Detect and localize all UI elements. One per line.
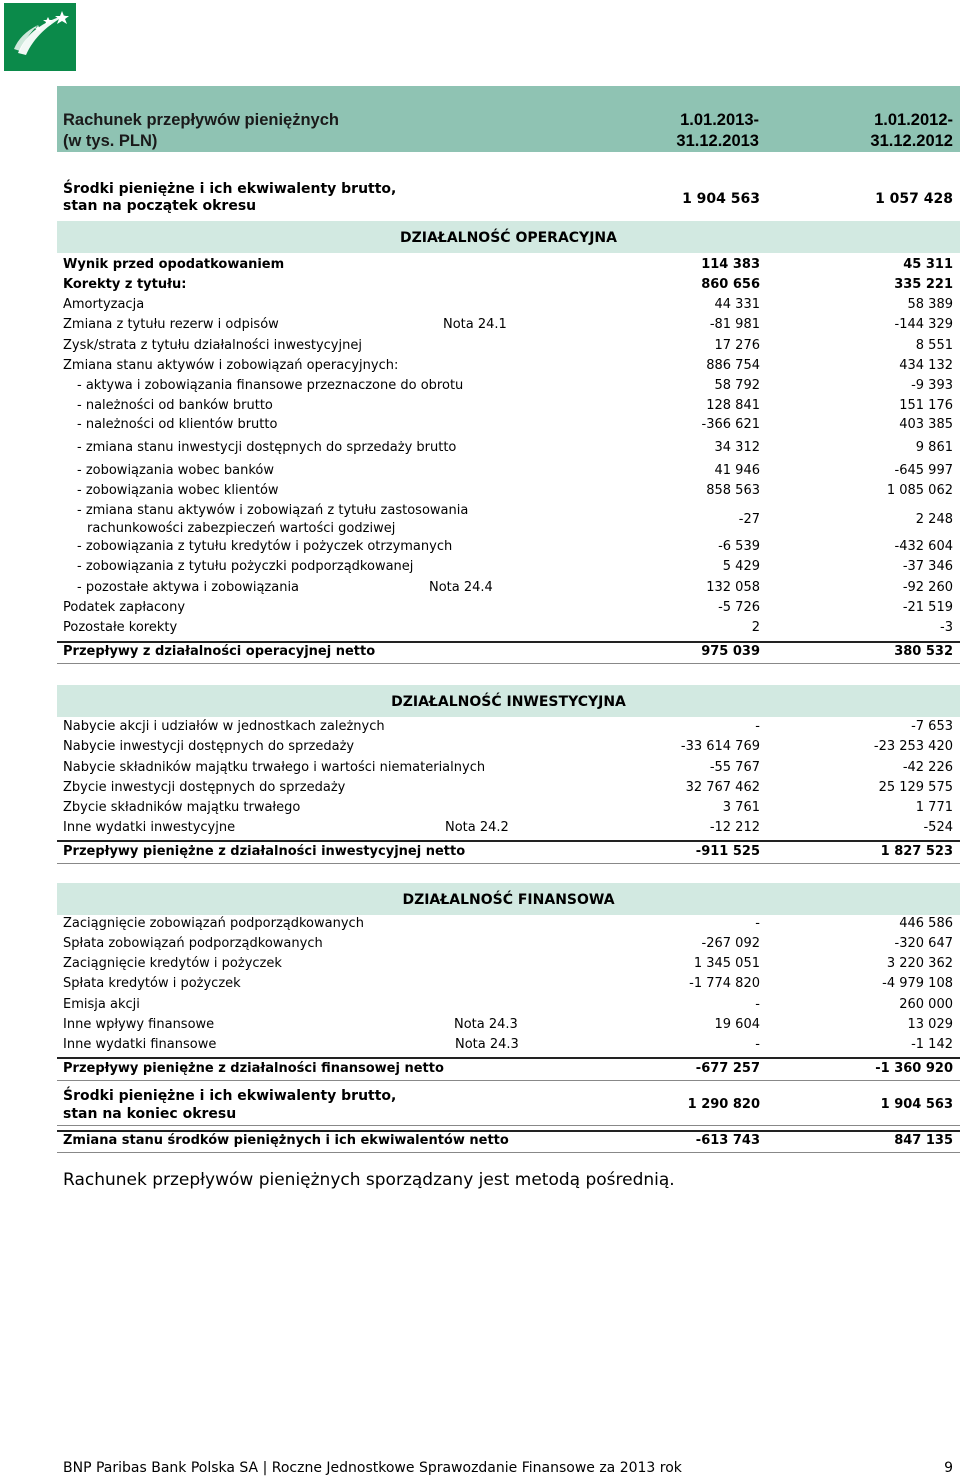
value-2013: -1 774 820 <box>689 976 760 991</box>
row-label: - zobowiązania z tytułu pożyczki podporządkowanej <box>77 559 414 574</box>
statement-title <box>63 110 339 152</box>
value-2013: 3 761 <box>722 800 760 815</box>
value-2013: 5 429 <box>722 559 760 574</box>
value-2012: -524 <box>923 820 953 835</box>
value-2012: -92 260 <box>902 580 953 595</box>
row-label: - zmiana stanu inwestycji dostępnych do sprzedaży brutto <box>77 440 457 455</box>
value-2013: -267 092 <box>701 936 760 951</box>
col1-line-1: 1.01.2013- <box>680 111 759 129</box>
value-2012: -3 <box>940 620 953 635</box>
col2-line-1: 1.01.2012- <box>874 111 953 129</box>
value-2012: 1 771 <box>915 800 953 815</box>
opening-label-2: stan na początek okresu <box>63 198 257 214</box>
row-label: Inne wydatki finansowe <box>63 1037 217 1052</box>
operating-total-2012: 380 532 <box>894 644 953 659</box>
value-2013: - <box>755 719 760 734</box>
operating-total-label: Przepływy z działalności operacyjnej netto <box>63 644 376 659</box>
row-label: Spłata zobowiązań podporządkowanych <box>63 936 323 951</box>
row-note: Nota 24.4 <box>429 580 493 595</box>
row-note: Nota 24.3 <box>454 1017 518 1032</box>
closing-label-2: stan na koniec okresu <box>63 1106 237 1122</box>
row-label: - zmiana stanu aktywów i zobowiązań z tytułu zastosowania <box>77 503 469 518</box>
value-2013: -366 621 <box>701 417 760 432</box>
row-label-continued: rachunkowości zabezpieczeń wartości godziwej <box>87 521 396 536</box>
value-2012: 8 551 <box>915 338 953 353</box>
bnp-paribas-logo <box>4 3 76 71</box>
value-2013: 58 792 <box>714 378 760 393</box>
row-label: Amortyzacja <box>63 297 145 312</box>
value-2013: 41 946 <box>714 463 760 478</box>
section-operating <box>57 221 960 253</box>
value-2013: 32 767 462 <box>685 780 760 795</box>
row-label: Nabycie akcji i udziałów w jednostkach zależnych <box>63 719 385 734</box>
row-label: - zobowiązania z tytułu kredytów i pożyczek otrzymanych <box>77 539 453 554</box>
investing-total-2012: 1 827 523 <box>880 844 953 859</box>
title-line-2: (w tys. PLN) <box>63 132 158 150</box>
page-number: 9 <box>944 1460 953 1476</box>
closing-label-1: Środki pieniężne i ich ekwiwalenty brutto, <box>63 1088 397 1104</box>
value-2013: -55 767 <box>709 760 760 775</box>
value-2013: 858 563 <box>706 483 760 498</box>
value-2013: - <box>755 997 760 1012</box>
investing-total-label: Przepływy pieniężne z działalności inwestycyjnej netto <box>63 844 466 859</box>
value-2012: -7 653 <box>911 719 953 734</box>
value-2013: -5 726 <box>718 600 760 615</box>
stars-logo-icon <box>4 3 76 71</box>
value-2012: -645 997 <box>894 463 953 478</box>
row-note: Nota 24.1 <box>443 317 507 332</box>
net-change-label: Zmiana stanu środków pieniężnych i ich ekwiwalentów netto <box>63 1133 509 1148</box>
row-label: - zobowiązania wobec banków <box>77 463 274 478</box>
row-label: - należności od klientów brutto <box>77 417 278 432</box>
value-2012: -320 647 <box>894 936 953 951</box>
row-label: Zmiana z tytułu rezerw i odpisów <box>63 317 279 332</box>
value-2012: -21 519 <box>902 600 953 615</box>
value-2013: - <box>755 1037 760 1052</box>
value-2013: -12 212 <box>709 820 760 835</box>
value-2012: -37 346 <box>902 559 953 574</box>
row-label: Inne wydatki inwestycyjne <box>63 820 236 835</box>
row-label: - zobowiązania wobec klientów <box>77 483 279 498</box>
col2-line-2: 31.12.2012 <box>870 132 953 150</box>
value-2012: 1 085 062 <box>886 483 953 498</box>
value-2012: 446 586 <box>899 916 953 931</box>
net-change-2012: 847 135 <box>894 1133 953 1148</box>
value-2013: 114 383 <box>701 257 760 272</box>
value-2012: 58 389 <box>907 297 953 312</box>
row-label: Korekty z tytułu: <box>63 277 187 292</box>
value-2012: 13 029 <box>907 1017 953 1032</box>
row-label: Zaciągnięcie kredytów i pożyczek <box>63 956 282 971</box>
value-2012: 2 248 <box>915 512 953 527</box>
row-label: - należności od banków brutto <box>77 398 273 413</box>
row-label: Nabycie składników majątku trwałego i wartości niematerialnych <box>63 760 486 775</box>
value-2012: 25 129 575 <box>878 780 953 795</box>
value-2013: -6 539 <box>718 539 760 554</box>
value-2013: 128 841 <box>706 398 760 413</box>
row-note: Nota 24.3 <box>455 1037 519 1052</box>
value-2013: 19 604 <box>714 1017 760 1032</box>
row-label: Zbycie składników majątku trwałego <box>63 800 301 815</box>
value-2012: -1 142 <box>911 1037 953 1052</box>
financing-total-2013: -677 257 <box>695 1061 760 1076</box>
row-label: Wynik przed opodatkowaniem <box>63 257 285 272</box>
value-2013: 17 276 <box>714 338 760 353</box>
section-operating-title: DZIAŁALNOŚĆ OPERACYJNA <box>400 230 617 246</box>
value-2012: 45 311 <box>903 257 953 272</box>
section-financing-title: DZIAŁALNOŚĆ FINANSOWA <box>402 892 615 908</box>
row-label: Podatek zapłacony <box>63 600 186 615</box>
value-2013: 860 656 <box>701 277 760 292</box>
row-label: Nabycie inwestycji dostępnych do sprzedaży <box>63 739 355 754</box>
section-investing <box>57 685 960 717</box>
opening-label-1: Środki pieniężne i ich ekwiwalenty brutto, <box>63 181 397 197</box>
row-label: Zbycie inwestycji dostępnych do sprzedaży <box>63 780 346 795</box>
method-footnote: Rachunek przepływów pieniężnych sporządzany jest metodą pośrednią. <box>63 1170 675 1190</box>
row-label: Zysk/strata z tytułu działalności inwestycyjnej <box>63 338 362 353</box>
value-2013: - <box>755 916 760 931</box>
value-2012: -432 604 <box>894 539 953 554</box>
row-label: Zaciągnięcie zobowiązań podporządkowanych <box>63 916 364 931</box>
value-2013: 2 <box>751 620 760 635</box>
value-2012: -4 979 108 <box>882 976 953 991</box>
row-label: - pozostałe aktywa i zobowiązania <box>77 580 300 595</box>
financing-total-2012: -1 360 920 <box>875 1061 953 1076</box>
value-2013: 34 312 <box>714 440 760 455</box>
value-2012: -42 226 <box>902 760 953 775</box>
row-label: Inne wpływy finansowe <box>63 1017 215 1032</box>
row-label: Pozostałe korekty <box>63 620 178 635</box>
value-2013: -33 614 769 <box>680 739 760 754</box>
value-2013: 886 754 <box>706 358 760 373</box>
value-2012: 434 132 <box>899 358 953 373</box>
value-2012: 403 385 <box>899 417 953 432</box>
value-2013: 1 345 051 <box>693 956 760 971</box>
column-2012-header <box>827 110 953 152</box>
value-2012: -9 393 <box>911 378 953 393</box>
title-line-1: Rachunek przepływów pieniężnych <box>63 111 339 129</box>
row-note: Nota 24.2 <box>445 820 509 835</box>
value-2012: 335 221 <box>894 277 953 292</box>
closing-balance-row <box>63 1087 953 1123</box>
financing-total-label: Przepływy pieniężne z działalności finansowej netto <box>63 1061 444 1076</box>
value-2013: -81 981 <box>709 317 760 332</box>
value-2013: -27 <box>738 512 760 527</box>
value-2013: 132 058 <box>706 580 760 595</box>
closing-value-2012: 1 904 563 <box>880 1097 953 1112</box>
value-2012: 3 220 362 <box>886 956 953 971</box>
section-financing <box>57 883 960 915</box>
column-2013-header <box>635 110 759 152</box>
col1-line-2: 31.12.2013 <box>676 132 759 150</box>
value-2013: 44 331 <box>714 297 760 312</box>
closing-value-2013: 1 290 820 <box>687 1097 760 1112</box>
investing-total-2013: -911 525 <box>695 844 760 859</box>
value-2012: -23 253 420 <box>873 739 953 754</box>
row-label: Spłata kredytów i pożyczek <box>63 976 241 991</box>
section-investing-title: DZIAŁALNOŚĆ INWESTYCYJNA <box>391 694 626 710</box>
row-label: Emisja akcji <box>63 997 140 1012</box>
opening-balance-row <box>63 181 953 217</box>
value-2012: 151 176 <box>899 398 953 413</box>
value-2012: -144 329 <box>894 317 953 332</box>
row-label: Zmiana stanu aktywów i zobowiązań operacyjnych: <box>63 358 399 373</box>
row-label: - aktywa i zobowiązania finansowe przeznaczone do obrotu <box>77 378 464 393</box>
value-2012: 9 861 <box>915 440 953 455</box>
opening-value-2013: 1 904 563 <box>682 191 760 207</box>
value-2012: 260 000 <box>899 997 953 1012</box>
net-change-2013: -613 743 <box>695 1133 760 1148</box>
operating-total-2013: 975 039 <box>701 644 760 659</box>
table-header <box>57 86 960 152</box>
opening-value-2012: 1 057 428 <box>875 191 953 207</box>
page-footer: BNP Paribas Bank Polska SA | Roczne Jednostkowe Sprawozdanie Finansowe za 2013 rok <box>63 1460 682 1476</box>
